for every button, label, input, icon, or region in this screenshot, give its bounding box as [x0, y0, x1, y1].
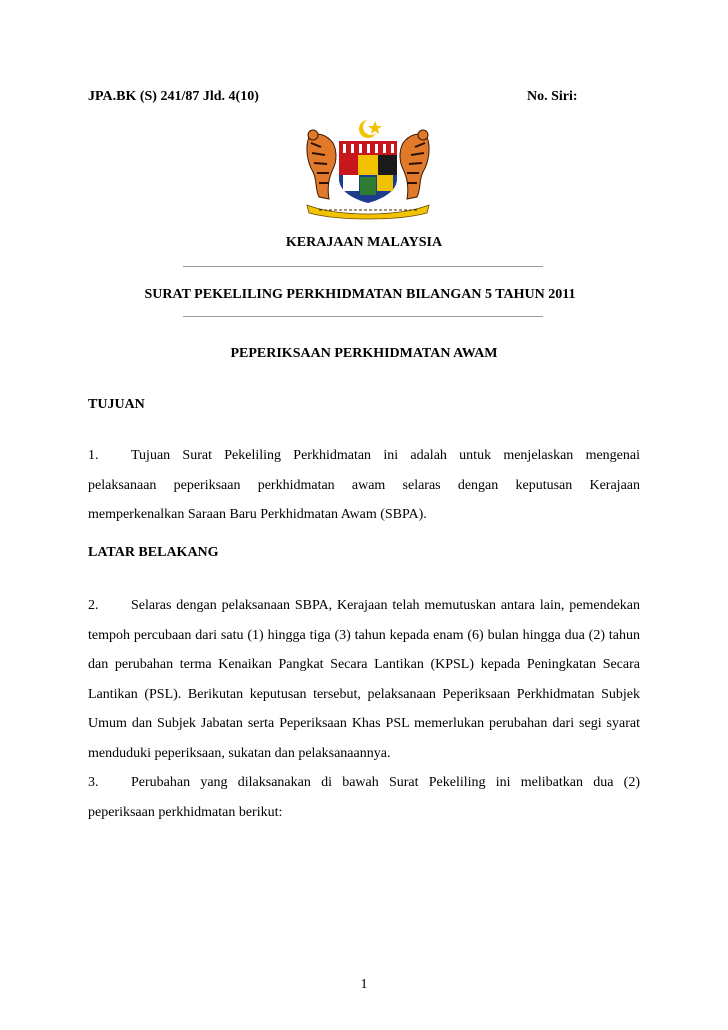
- shield-icon: [339, 141, 397, 203]
- left-tiger-icon: [307, 130, 336, 199]
- government-title: KERAJAAN MALAYSIA: [285, 235, 443, 250]
- circular-title: SURAT PEKELILING PERKHIDMATAN BILANGAN 5 TAHUN 2011: [144, 287, 576, 302]
- paragraph-number: 1.: [88, 448, 99, 463]
- paragraph-3: [88, 768, 640, 827]
- divider: [183, 316, 543, 317]
- malaysia-coat-of-arms-icon: [297, 117, 439, 221]
- divider: [183, 266, 543, 267]
- section-heading-latar-belakang: LATAR BELAKANG: [88, 545, 219, 560]
- serial-number-label: No. Siri:: [527, 89, 578, 104]
- paragraph-2: [88, 591, 640, 769]
- motto-scroll-icon: [307, 205, 429, 219]
- section-heading-tujuan: TUJUAN: [88, 397, 145, 412]
- paragraph-number: 2.: [88, 598, 99, 613]
- right-tiger-icon: [400, 130, 429, 199]
- reference-number: JPA.BK (S) 241/87 Jld. 4(10): [88, 89, 259, 104]
- paragraph-text: Selaras dengan pelaksanaan SBPA, Kerajaan telah memutuskan antara lain, pemendekan tempoh percubaan dari satu (1) hingga tiga (3) tahun kepada enam (6) bulan hingga dua (2) tahun dan perubahan terma Kenaikan Pangkat Secara Lantikan (KPSL) kepada Peningkatan Secara Lantikan (PSL). Berikutan keputusan tersebut, pelaksanaan Peperiksaan Perkhidmatan Subjek Umum dan Subjek Jabatan serta Peperiksaan Khas PSL memerlukan perubahan dari segi syarat menduduki peperiksaan, sukatan dan pelaksanaannya.: [88, 598, 640, 761]
- crescent-star-icon: [359, 119, 382, 138]
- paragraph-number: 3.: [88, 775, 99, 790]
- page-number: 1: [360, 977, 368, 992]
- paragraph-1: [88, 441, 640, 530]
- paragraph-text: Tujuan Surat Pekeliling Perkhidmatan ini adalah untuk menjelaskan mengenai pelaksanaan peperiksaan perkhidmatan awam selaras dengan keputusan Kerajaan memperkenalkan Saraan Baru Perkhidmatan Awam (SBPA).: [88, 448, 640, 523]
- paragraph-text: Perubahan yang dilaksanakan di bawah Surat Pekeliling ini melibatkan dua (2) peperiksaan perkhidmatan berikut:: [88, 775, 640, 820]
- subject-title: PEPERIKSAAN PERKHIDMATAN AWAM: [230, 346, 498, 361]
